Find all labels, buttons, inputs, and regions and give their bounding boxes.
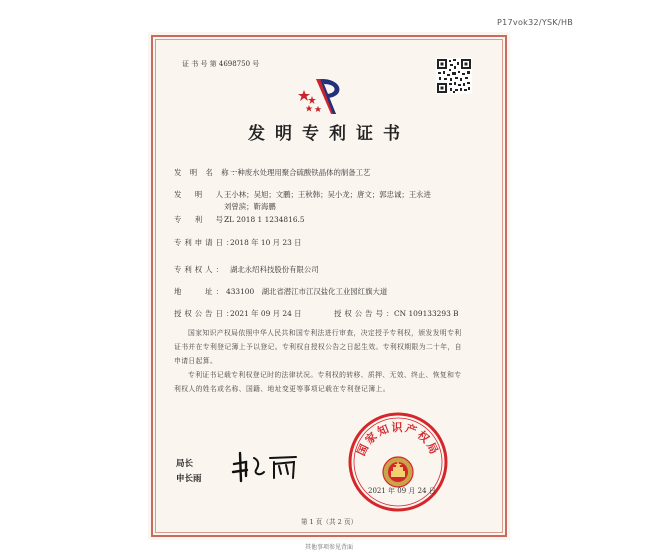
certificate-title: 发明专利证书 bbox=[248, 124, 410, 144]
back-page-note: 其他事项参见背面 bbox=[304, 544, 353, 551]
filing-date-value: 2018 年 10 月 23 日 bbox=[230, 238, 302, 247]
legal-paragraph-1-line3: 申请日起算。 bbox=[174, 357, 218, 365]
signatory-title: 局长 bbox=[176, 459, 194, 469]
patentee-value: 湖北永绍科技股份有限公司 bbox=[230, 265, 319, 274]
patent-certificate bbox=[148, 32, 510, 540]
seal-text: 国家知识产权局 bbox=[354, 421, 442, 458]
grant-date-label: 授权公告日： bbox=[174, 309, 237, 318]
patentee-label: 专利权人： bbox=[174, 265, 226, 274]
official-seal bbox=[346, 410, 450, 514]
cnipa-logo-icon bbox=[298, 76, 354, 116]
patent-number-value: ZL 2018 1 1234816.5 bbox=[224, 215, 305, 224]
handwritten-signature bbox=[230, 450, 302, 484]
invention-name-value: 一种废水处理用聚合硫酸铁晶体的制备工艺 bbox=[230, 168, 371, 177]
legal-paragraph-1-line1: 国家知识产权局依照中华人民共和国专利法进行审查，决定授予专利权，颁发发明专利 bbox=[188, 329, 462, 337]
inventor-value-line1: 王小林；吴旭；文鹏；王秋韩；吴小龙；唐文；郭忠诚；王永进 bbox=[224, 190, 431, 199]
handwritten-reference-note: P17vok32/YSK/HB bbox=[497, 18, 574, 27]
certificate-number: 证 书 号 第 4698750 号 bbox=[182, 60, 260, 68]
publication-number-label: 授权公告号： bbox=[334, 309, 397, 318]
filing-date-label: 专利申请日： bbox=[174, 238, 237, 247]
invention-name-label: 发 明 名 称： bbox=[174, 168, 243, 177]
qr-code-icon bbox=[436, 58, 472, 94]
address-value: 433100 湖北省潜江市江汉盐化工业园红旗大道 bbox=[226, 287, 388, 296]
page-indicator: 第 1 页（共 2 页） bbox=[300, 518, 358, 526]
legal-paragraph-2-line2: 利权人的姓名或名称、国籍、地址变更等事项记载在专利登记簿上。 bbox=[174, 385, 390, 393]
seal-date: 2021 年 09 月 24 日 bbox=[368, 487, 436, 495]
publication-number-value: CN 109133293 B bbox=[394, 309, 459, 318]
address-label: 地 址： bbox=[174, 287, 226, 296]
inventor-value-line2: 刘曾滨；靳海鹏 bbox=[224, 202, 276, 211]
legal-paragraph-1-line2: 证书并在专利登记簿上予以登记。专利权自授权公告之日起生效。专利权期限为二十年，自 bbox=[174, 343, 462, 351]
national-emblem-icon bbox=[383, 457, 413, 487]
patent-number-label: 专 利 号： bbox=[174, 215, 237, 224]
signatory-name: 申长雨 bbox=[176, 474, 202, 484]
grant-date-value: 2021 年 09 月 24 日 bbox=[230, 309, 302, 318]
inventor-label: 发 明 人： bbox=[174, 190, 237, 199]
legal-paragraph-2-line1: 专利证书记载专利权登记时的法律状况。专利权的转移、质押、无效、终止、恢复和专 bbox=[188, 371, 462, 379]
